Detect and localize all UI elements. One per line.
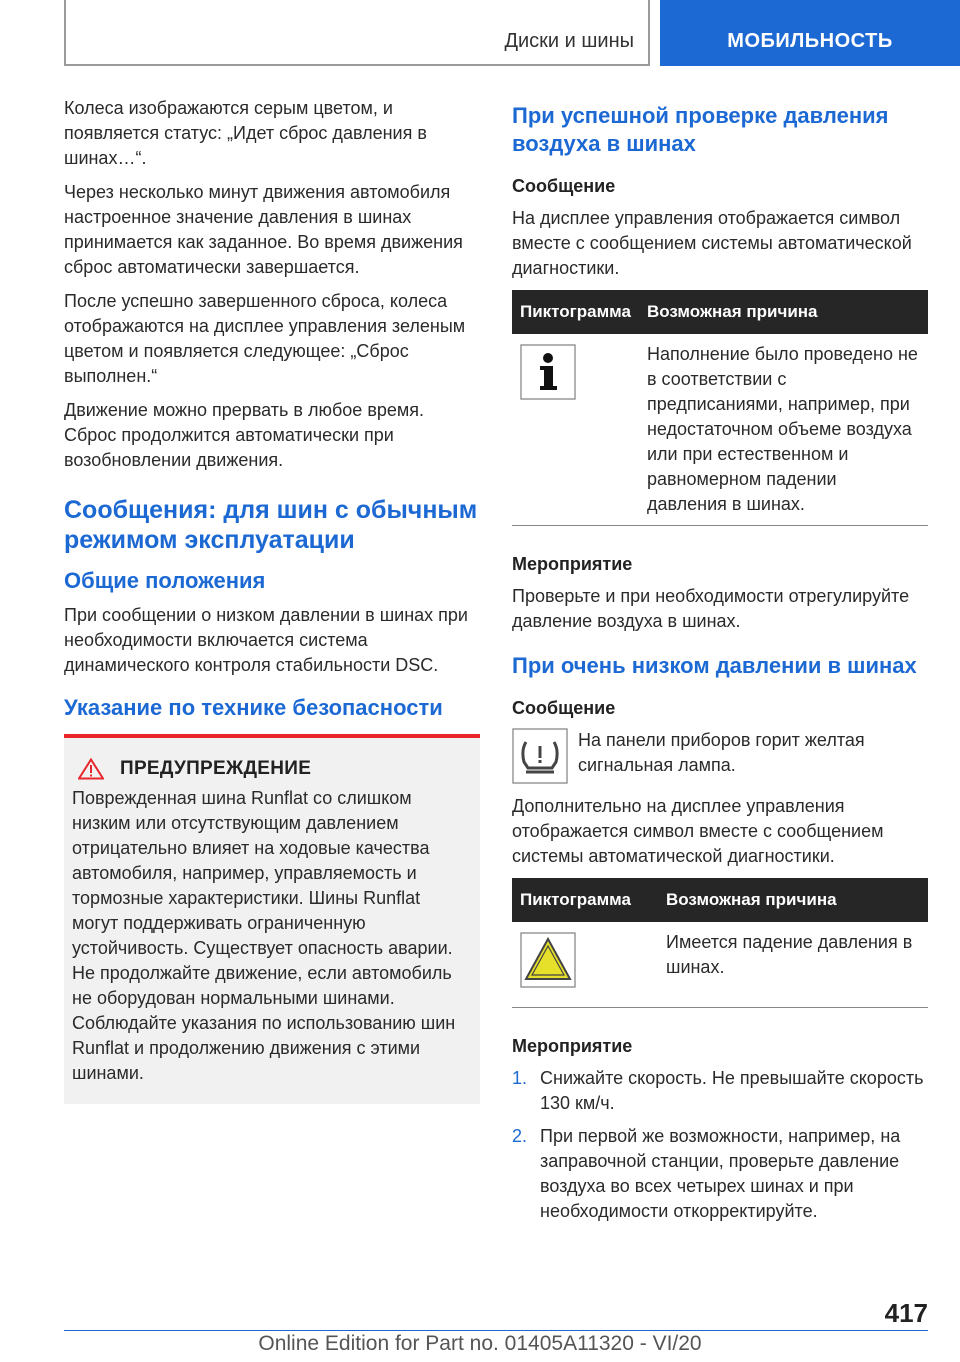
paragraph-action-1: Проверьте и при необходимости отрегулируйте давление воздуха в шинах. bbox=[512, 586, 910, 631]
warning-box bbox=[64, 734, 480, 1104]
paragraph-reset-drive: Через несколько минут движения автомобиля настроенное значение давления в шинах принимается как заданное. Во время движения сброс автоматически завершается. bbox=[64, 182, 463, 277]
table2-header-reason: Возможная причина bbox=[658, 878, 928, 922]
list-item: 1. Снижайте скорость. Не превышайте скорость 130 км/ч. bbox=[512, 1068, 924, 1113]
heading-messages: Сообщения: для шин с обычным режимом эксплуатации bbox=[64, 496, 478, 554]
table1-header-reason: Возможная причина bbox=[639, 290, 928, 334]
action-steps-list bbox=[512, 1066, 928, 1224]
paragraph-reset-interrupt: Движение можно прервать в любое время. Сброс продолжится автоматически при возобновлении движения. bbox=[64, 400, 425, 470]
paragraph-reset-complete: После успешно завершенного сброса, колеса отображаются на дисплее управления зеленым цветом и появляется следующее: „Сброс выполнен.“ bbox=[64, 291, 466, 386]
table-low-pressure bbox=[512, 878, 928, 1008]
table-success bbox=[512, 290, 928, 526]
warning-text: Поврежденная шина Runflat со слишком низким или отсутствующим давлением отрицательно влияет на ходовые качества автомобиля, например, управляемость и тормозные характеристики. Шины Runflat могут поддерживать ограниченную устойчивость. Существует опасность аварии. Не продолжайте движение, если автомобиль не оборудован нормальными шинами. Соблюдайте указания по использованию шин Runflat и продолжению движения с этими шинами. bbox=[72, 788, 456, 1083]
warning-triangle-icon bbox=[78, 758, 104, 780]
heading-very-low-pressure: При очень низком давлении в шинах bbox=[512, 653, 917, 678]
page-number: 417 bbox=[884, 1298, 928, 1328]
chapter-title: Диски и шины bbox=[504, 30, 634, 52]
heading-general: Общие положения bbox=[64, 568, 266, 593]
section-tab[interactable] bbox=[660, 0, 960, 66]
tire-pressure-warning-icon bbox=[512, 728, 568, 784]
left-column bbox=[64, 96, 480, 1104]
table1-reason: Наполнение было проведено не в соответствии с предписаниями, например, при недостаточном объеме воздуха или при естественном и равномерном падении давления в шинах. bbox=[639, 334, 928, 526]
paragraph-additional: Дополнительно на дисплее управления отображается символ вместе с сообщением системы автоматической диагностики. bbox=[512, 796, 884, 866]
paragraph-message-1: На дисплее управления отображается символ вместе с сообщением системы автоматической диагностики. bbox=[512, 208, 912, 278]
warning-triangle-icon bbox=[520, 932, 576, 988]
header-chapter-box bbox=[64, 0, 650, 66]
list-item: 2. При первой же возможности, например, на заправочной станции, проверьте давление воздуха во всех четырех шинах и при необходимости откорректируйте. bbox=[512, 1126, 901, 1221]
paragraph-reset-status: Колеса изображаются серым цветом, и появляется статус: „Идет сброс давления в шинах…“. bbox=[64, 98, 427, 168]
table2-header-pictogram: Пиктограмма bbox=[512, 878, 658, 922]
heading-message-1: Сообщение bbox=[512, 176, 616, 196]
heading-safety: Указание по технике безопасности bbox=[64, 695, 443, 720]
table2-reason: Имеется падение давления в шинах. bbox=[658, 922, 928, 1008]
info-icon bbox=[520, 344, 576, 400]
section-title: МОБИЛЬНОСТЬ bbox=[727, 30, 893, 52]
table1-header-pictogram: Пиктограмма bbox=[512, 290, 639, 334]
heading-action-2: Мероприятие bbox=[512, 1036, 633, 1056]
heading-action-1: Мероприятие bbox=[512, 554, 633, 574]
paragraph-lamp: На панели приборов горит желтая сигнальная лампа. bbox=[578, 730, 865, 775]
heading-message-2: Сообщение bbox=[512, 698, 616, 718]
warning-title: ПРЕДУПРЕЖДЕНИЕ bbox=[120, 758, 312, 779]
heading-success-check: При успешной проверке давления воздуха в шинах bbox=[512, 103, 889, 156]
paragraph-general: При сообщении о низком давлении в шинах при необходимости включается система динамического контроля стабильности DSC. bbox=[64, 605, 468, 675]
footer-edition: Online Edition for Part no. 01405A11320 - VI/20 bbox=[258, 1332, 702, 1355]
right-column bbox=[512, 96, 928, 1232]
footer-divider bbox=[64, 1330, 928, 1331]
